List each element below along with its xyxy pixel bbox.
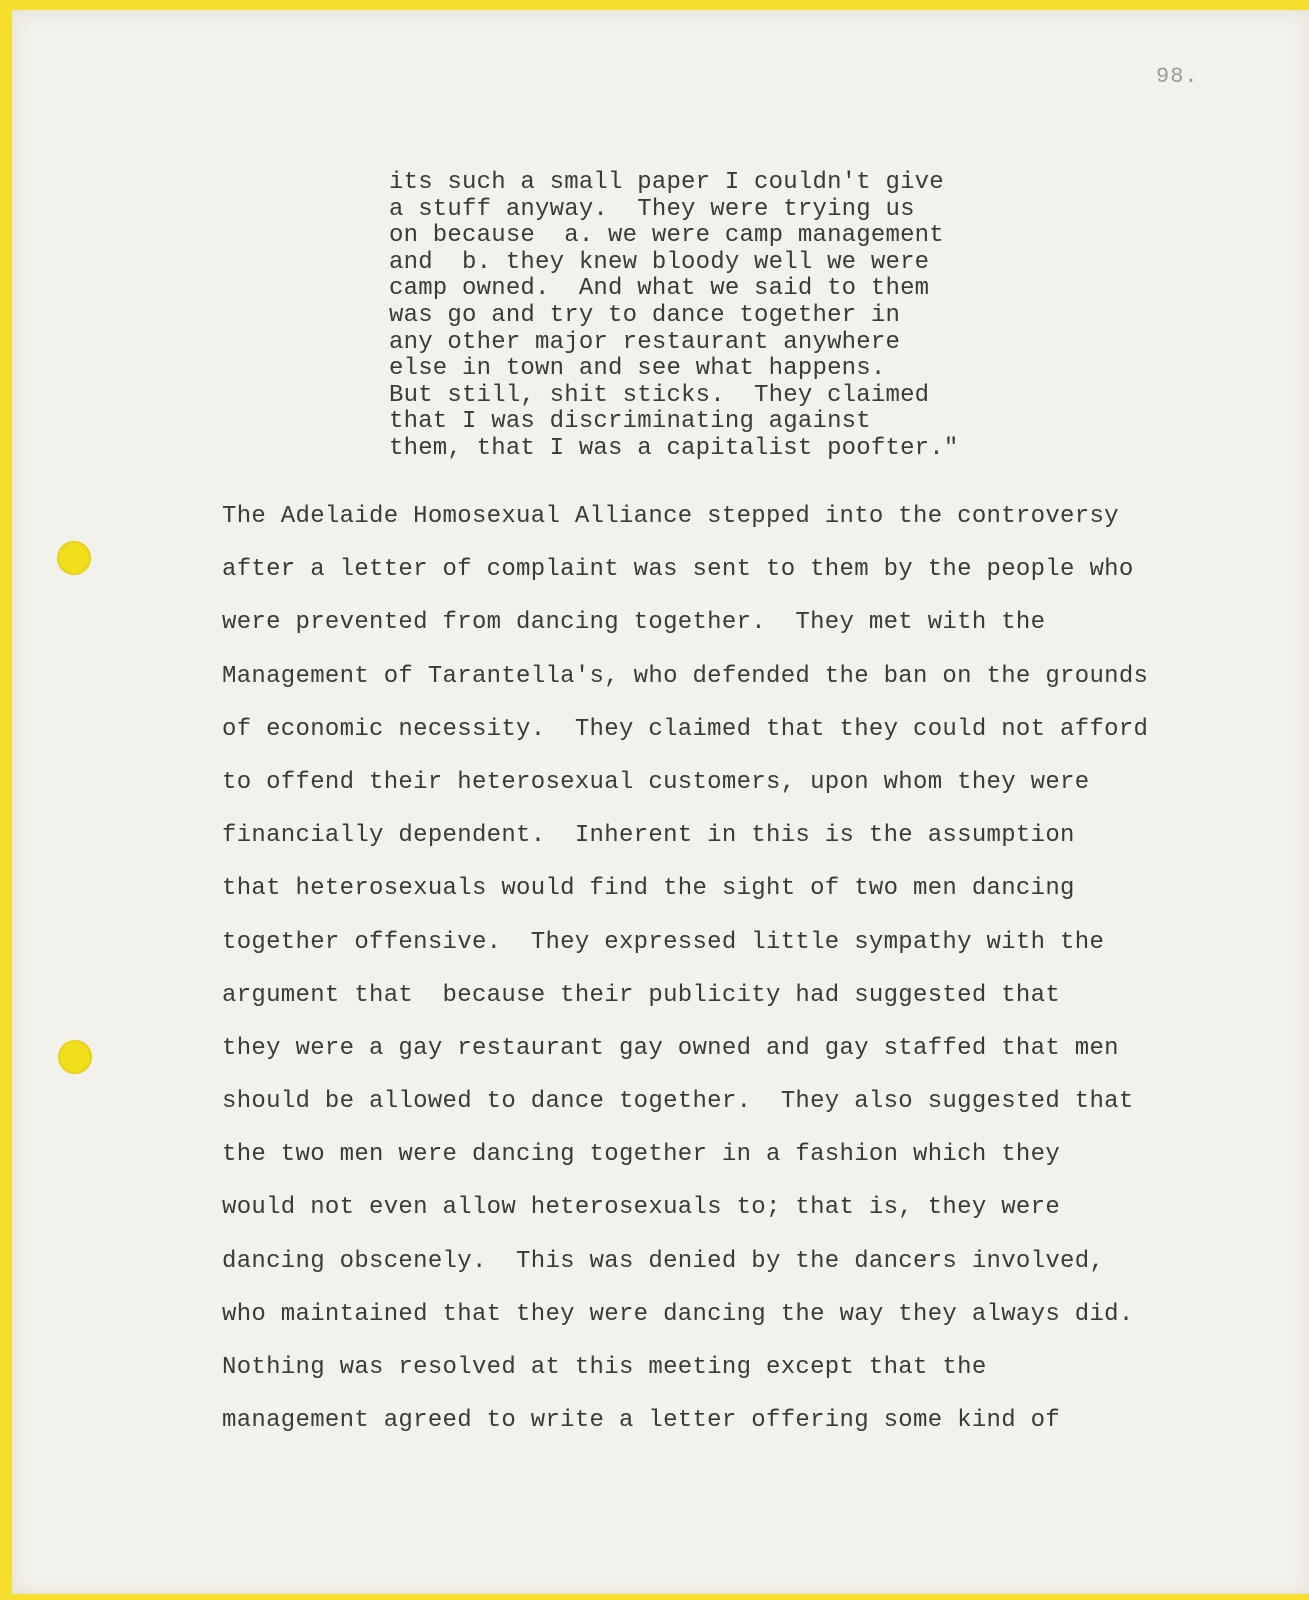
- body-line: they were a gay restaurant gay owned and gay staffed that men: [222, 1034, 1119, 1062]
- body-line: were prevented from dancing together. They met with the: [222, 609, 1046, 637]
- body-line: management agreed to write a letter offering some kind of: [222, 1407, 1061, 1435]
- body-line: should be allowed to dance together. They also suggested that: [222, 1088, 1134, 1116]
- body-paragraph: [222, 490, 1262, 1447]
- quote-line: else in town and see what happens.: [389, 355, 886, 383]
- quote-line: But still, shit sticks. They claimed: [389, 381, 930, 409]
- body-line: financially dependent. Inherent in this is the assumption: [222, 822, 1075, 850]
- block-quote: [389, 170, 1029, 463]
- quote-line: its such a small paper I couldn't give: [389, 169, 944, 196]
- quote-line: them, that I was a capitalist poofter.": [389, 434, 959, 462]
- body-line: that heterosexuals would find the sight of two men dancing: [222, 875, 1075, 903]
- quote-line: that I was discriminating against: [389, 408, 871, 436]
- punch-hole: [58, 1040, 92, 1074]
- body-line: argument that because their publicity had suggested that: [222, 981, 1061, 1009]
- quote-line: on because a. we were camp management: [389, 222, 944, 250]
- body-line: the two men were dancing together in a fashion which they: [222, 1141, 1061, 1169]
- quote-line: camp owned. And what we said to them: [389, 275, 930, 303]
- quote-line: a stuff anyway. They were trying us: [389, 195, 915, 223]
- body-line: dancing obscenely. This was denied by the dancers involved,: [222, 1247, 1105, 1275]
- quote-line: and b. they knew bloody well we were: [389, 248, 930, 276]
- page-number: 98.: [1156, 64, 1199, 89]
- quote-line: was go and try to dance together in: [389, 301, 901, 329]
- body-line: The Adelaide Homosexual Alliance stepped into the controversy: [222, 503, 1119, 530]
- body-line: who maintained that they were dancing the way they always did.: [222, 1300, 1134, 1328]
- body-line: to offend their heterosexual customers, upon whom they were: [222, 768, 1090, 796]
- punch-hole: [57, 541, 91, 575]
- body-line: would not even allow heterosexuals to; that is, they were: [222, 1194, 1061, 1222]
- body-line: after a letter of complaint was sent to them by the people who: [222, 556, 1134, 584]
- body-line: together offensive. They expressed little sympathy with the: [222, 928, 1105, 956]
- body-line: Management of Tarantella's, who defended the ban on the grounds: [222, 662, 1149, 690]
- body-line: Nothing was resolved at this meeting except that the: [222, 1354, 987, 1381]
- body-line: of economic necessity. They claimed that they could not afford: [222, 715, 1149, 743]
- quote-line: any other major restaurant anywhere: [389, 328, 901, 356]
